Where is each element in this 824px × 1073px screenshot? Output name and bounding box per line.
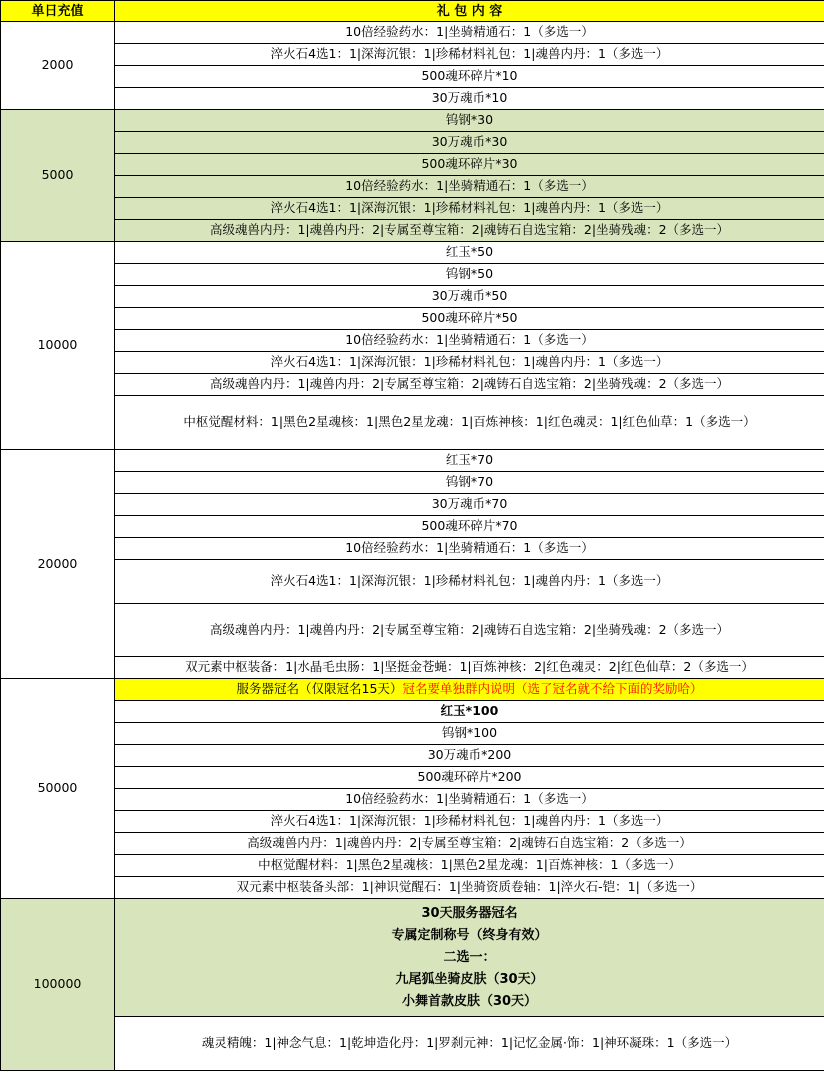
gift-item: 500魂环碎片*70 <box>115 516 824 538</box>
crown-note: 冠名要单独群内说明（选了冠名就不给下面的奖励哈） <box>402 681 703 697</box>
table-row <box>1 396 824 450</box>
gift-item: 淬火石4选1：1|深海沉银：1|珍稀材料礼包：1|魂兽内丹：1（多选一） <box>115 811 824 833</box>
table-row <box>1 604 824 657</box>
table-row <box>1 833 824 855</box>
gift-item: 10倍经验药水：1|坐骑精通石：1（多选一） <box>115 538 824 560</box>
tier-amount-100000: 100000 <box>1 899 115 1071</box>
gift-item: 30万魂币*200 <box>115 745 824 767</box>
gift-item: 钨钢*50 <box>115 264 824 286</box>
table-row <box>1 516 824 538</box>
gift-item: 500魂环碎片*30 <box>115 154 824 176</box>
gift-item: 500魂环碎片*10 <box>115 66 824 88</box>
gift-item: 钨钢*30 <box>115 110 824 132</box>
gift-item: 红玉*50 <box>115 242 824 264</box>
tier-amount-10000: 10000 <box>1 242 115 450</box>
gift-item: 红玉*70 <box>115 450 824 472</box>
header-row <box>1 1 824 22</box>
table-row <box>1 538 824 560</box>
table-row <box>1 560 824 604</box>
table-row <box>1 657 824 679</box>
header-recharge: 单日充值 <box>1 1 115 22</box>
highlight-line: 30天服务器冠名 <box>421 905 518 921</box>
table-row <box>1 789 824 811</box>
gift-item: 钨钢*70 <box>115 472 824 494</box>
table-row <box>1 679 824 701</box>
table-row <box>1 22 824 44</box>
gift-item: 魂灵精魄：1|神念气息：1|乾坤造化丹：1|罗刹元神：1|记忆金属·饰：1|神环凝珠：1（多选一） <box>115 1017 824 1071</box>
table-row <box>1 154 824 176</box>
gift-item: 钨钢*100 <box>115 723 824 745</box>
table-row <box>1 374 824 396</box>
table-row <box>1 1017 824 1071</box>
table-row <box>1 472 824 494</box>
table-row <box>1 811 824 833</box>
gift-item: 30万魂币*10 <box>115 88 824 110</box>
gift-item: 高级魂兽内丹：1|魂兽内丹：2|专属至尊宝箱：2|魂铸石自选宝箱：2（多选一） <box>115 833 824 855</box>
highlight-line: 小舞首款皮肤（30天） <box>401 993 538 1009</box>
table-row <box>1 44 824 66</box>
table-row <box>1 450 824 472</box>
tier-amount-20000: 20000 <box>1 450 115 679</box>
gift-item: 淬火石4选1：1|深海沉银：1|珍稀材料礼包：1|魂兽内丹：1（多选一） <box>115 352 824 374</box>
table-row <box>1 330 824 352</box>
gift-item: 中枢觉醒材料：1|黑色2星魂核：1|黑色2星龙魂：1|百炼神核：1|红色魂灵：1|红色仙草：1（多选一） <box>115 396 824 450</box>
gift-item: 500魂环碎片*50 <box>115 308 824 330</box>
gift-item: 30万魂币*50 <box>115 286 824 308</box>
gift-item: 500魂环碎片*200 <box>115 767 824 789</box>
highlight-line: 专属定制称号（终身有效） <box>391 927 548 943</box>
gift-item: 高级魂兽内丹：1|魂兽内丹：2|专属至尊宝箱：2|魂铸石自选宝箱：2|坐骑残魂：2（多选一） <box>115 374 824 396</box>
tier-amount-2000: 2000 <box>1 22 115 110</box>
table-row <box>1 855 824 877</box>
table-row <box>1 877 824 899</box>
table-row <box>1 66 824 88</box>
table-row <box>1 352 824 374</box>
gift-item: 10倍经验药水：1|坐骑精通石：1（多选一） <box>115 176 824 198</box>
highlight-line: 九尾狐坐骑皮肤（30天） <box>395 971 544 987</box>
tier-amount-50000: 50000 <box>1 679 115 899</box>
table-row <box>1 701 824 723</box>
table-row <box>1 494 824 516</box>
table-row <box>1 745 824 767</box>
table-row <box>1 88 824 110</box>
gift-item: 红玉*100 <box>115 701 824 723</box>
gift-item: 淬火石4选1：1|深海沉银：1|珍稀材料礼包：1|魂兽内丹：1（多选一） <box>115 560 824 604</box>
tier-amount-5000: 5000 <box>1 110 115 242</box>
gift-item: 淬火石4选1：1|深海沉银：1|珍稀材料礼包：1|魂兽内丹：1（多选一） <box>115 44 824 66</box>
gift-item: 10倍经验药水：1|坐骑精通石：1（多选一） <box>115 789 824 811</box>
highlight-line: 二选一： <box>443 949 496 965</box>
crown-row <box>115 679 824 701</box>
table-row <box>1 132 824 154</box>
table-row <box>1 242 824 264</box>
table-row <box>1 198 824 220</box>
table-row <box>1 899 824 1017</box>
gift-item: 高级魂兽内丹：1|魂兽内丹：2|专属至尊宝箱：2|魂铸石自选宝箱：2|坐骑残魂：2（多选一） <box>115 604 824 657</box>
table-row <box>1 220 824 242</box>
gift-item: 淬火石4选1：1|深海沉银：1|珍稀材料礼包：1|魂兽内丹：1（多选一） <box>115 198 824 220</box>
table-row <box>1 286 824 308</box>
table-row <box>1 264 824 286</box>
table-row <box>1 308 824 330</box>
gift-item: 中枢觉醒材料：1|黑色2星魂核：1|黑色2星龙魂：1|百炼神核：1（多选一） <box>115 855 824 877</box>
table-row <box>1 176 824 198</box>
gift-item: 30万魂币*30 <box>115 132 824 154</box>
header-contents: 礼 包 内 容 <box>115 1 824 22</box>
table-row <box>1 767 824 789</box>
gift-item: 30万魂币*70 <box>115 494 824 516</box>
table-row <box>1 110 824 132</box>
highlight-block <box>115 899 824 1017</box>
gift-item: 10倍经验药水：1|坐骑精通石：1（多选一） <box>115 22 824 44</box>
table-row <box>1 723 824 745</box>
gift-item: 双元素中枢装备：1|水晶毛虫肠：1|坚挺金苍蝇：1|百炼神核：2|红色魂灵：2|红色仙草：2（多选一） <box>115 657 824 679</box>
gift-item: 高级魂兽内丹：1|魂兽内丹：2|专属至尊宝箱：2|魂铸石自选宝箱：2|坐骑残魂：2（多选一） <box>115 220 824 242</box>
gift-item: 10倍经验药水：1|坐骑精通石：1（多选一） <box>115 330 824 352</box>
crown-text: 服务器冠名（仅限冠名15天） <box>236 681 403 697</box>
gift-item: 双元素中枢装备头部：1|神识觉醒石：1|坐骑资质卷轴：1|淬火石-铠：1|（多选一） <box>115 877 824 899</box>
